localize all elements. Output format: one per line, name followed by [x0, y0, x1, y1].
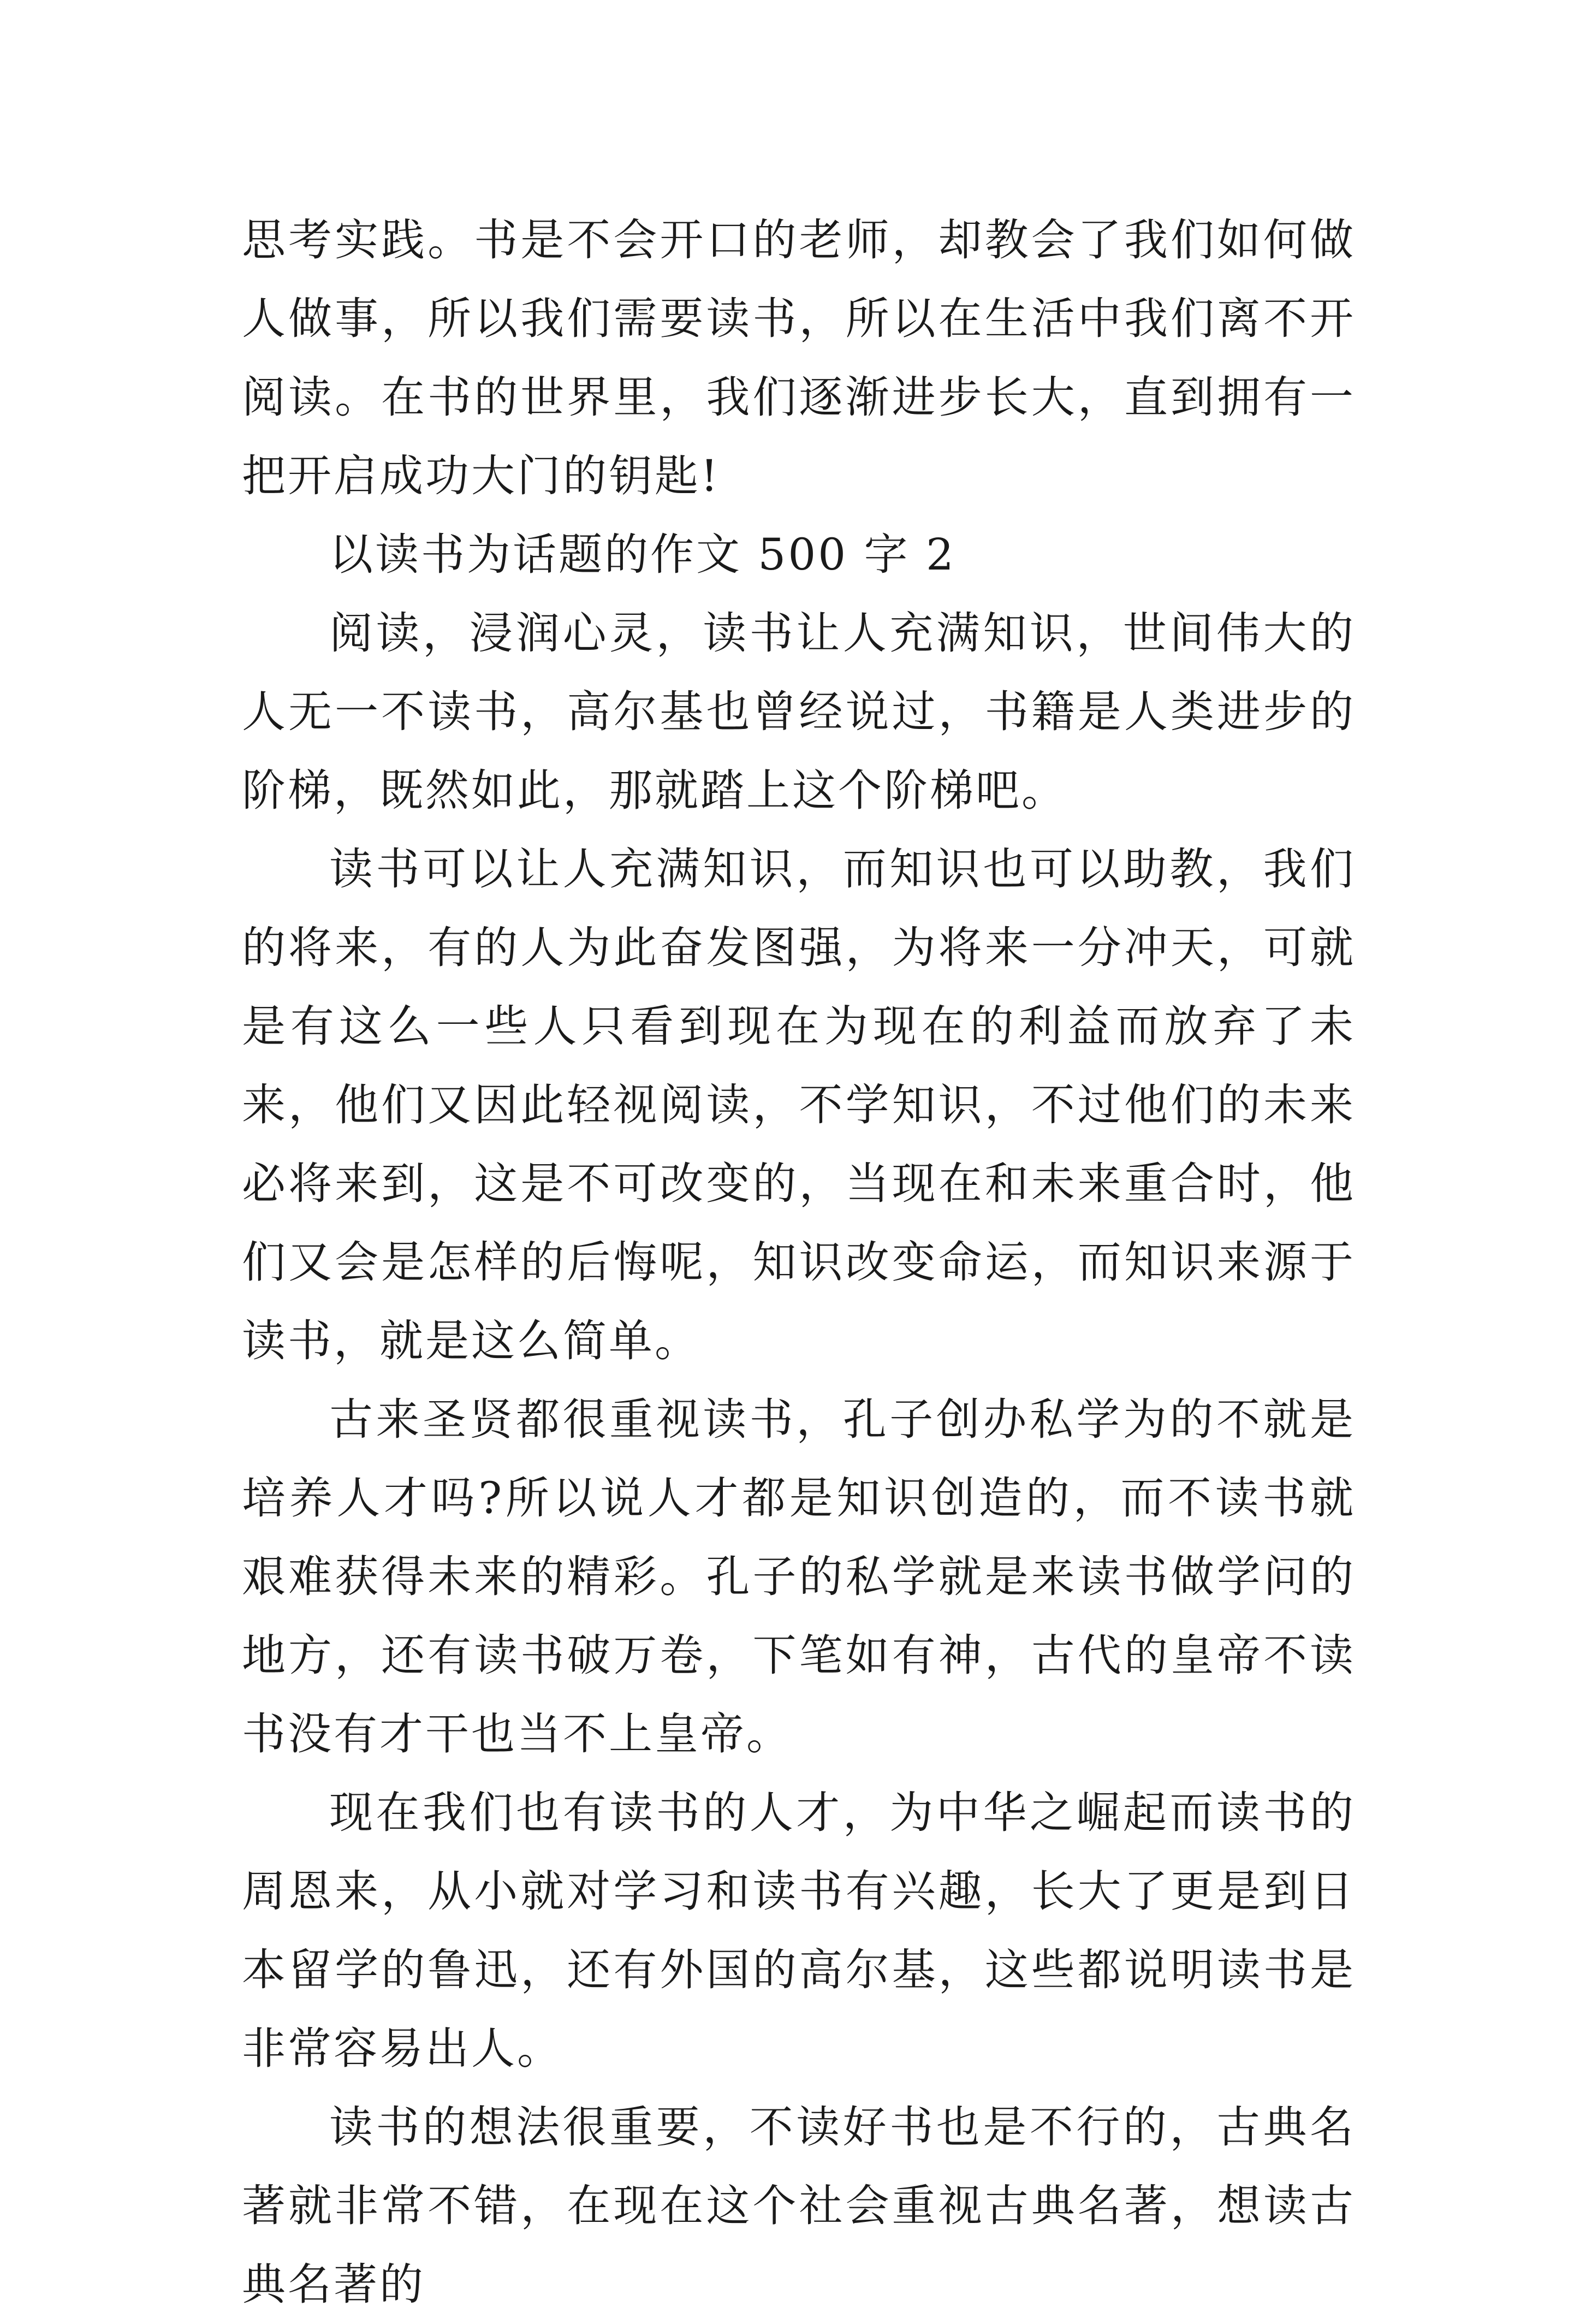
paragraph: 读书可以让人充满知识，而知识也可以助教，我们的将来，有的人为此奋发图强，为将来一分冲天，可就是有这么一些人只看到现在为现在的利益而放弃了未来，他们又因此轻视阅读，不学知识，不过他们的未来必将来到，这是不可改变的，当现在和未来重合时，他们又会是怎样的后悔呢，知识改变命运，而知识来源于读书，就是这么简单。 — [242, 844, 1356, 1366]
paragraph-continuation: 思考实践。书是不会开口的老师，却教会了我们如何做人做事，所以我们需要读书，所以在生活中我们离不开阅读。在书的世界里，我们逐渐进步长大，直到拥有一把开启成功大门的钥匙! — [242, 215, 1356, 501]
paragraph: 现在我们也有读书的人才，为中华之崛起而读书的周恩来，从小就对学习和读书有兴趣，长大了更是到日本留学的鲁迅，还有外国的高尔基，这些都说明读书是非常容易出人。 — [242, 1787, 1356, 2074]
paragraph: 读书的想法很重要，不读好书也是不行的，古典名著就非常不错，在现在这个社会重视古典名著，想读古典名著的 — [242, 2102, 1356, 2310]
paragraph: 阅读，浸润心灵，读书让人充满知识，世间伟大的人无一不读书，高尔基也曾经说过，书籍是人类进步的阶梯，既然如此，那就踏上这个阶梯吧。 — [242, 608, 1356, 816]
document-body — [242, 201, 1356, 2324]
essay-heading: 以读书为话题的作文 500 字 2 — [329, 529, 956, 580]
paragraph: 古来圣贤都很重视读书，孔子创办私学为的不就是培养人才吗?所以说人才都是知识创造的，而不读书就艰难获得未来的精彩。孔子的私学就是来读书做学问的地方，还有读书破万卷，下笔如有神，古代的皇帝不读书没有才干也当不上皇帝。 — [242, 1394, 1356, 1759]
